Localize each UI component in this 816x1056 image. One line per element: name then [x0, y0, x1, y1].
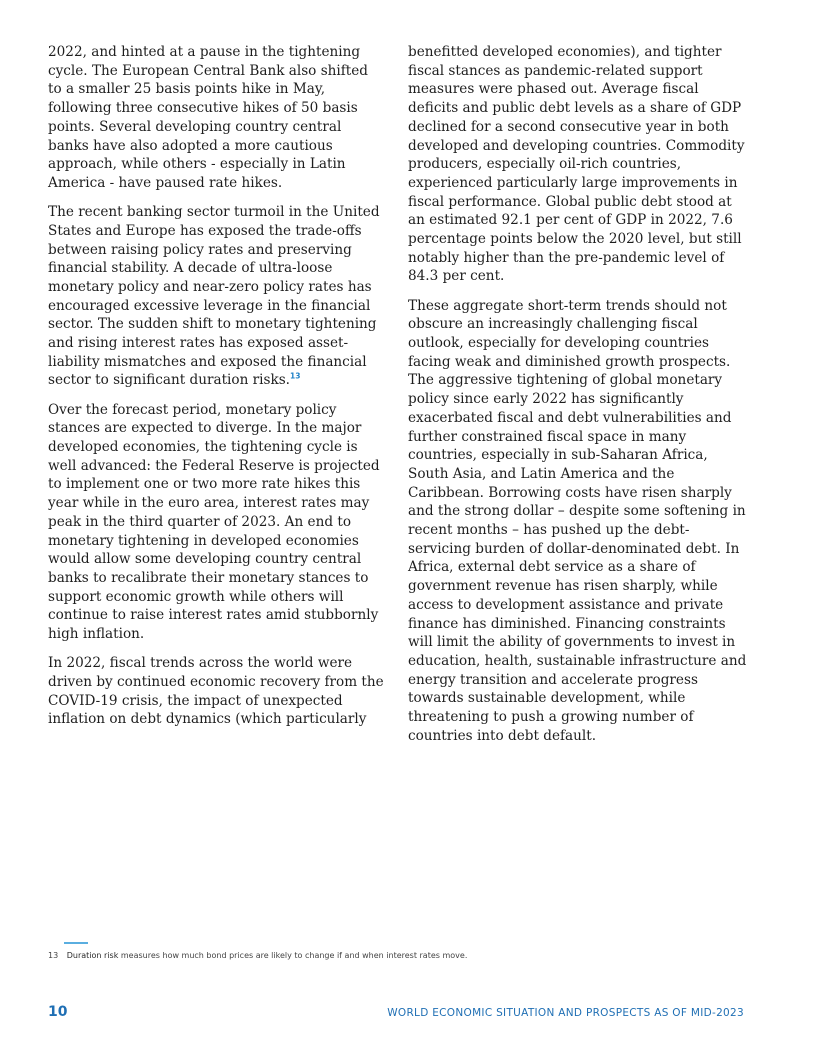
footnote-reference[interactable]: 13	[290, 371, 301, 381]
running-title: WORLD ECONOMIC SITUATION AND PROSPECTS AS OF MID-2023	[387, 1007, 744, 1019]
body-paragraph: 2022, and hinted at a pause in the tightening cycle. The European Central Bank also shifted to a smaller 25 basis points hike in May, following three consecutive hikes of 50 basis points. Several developing country central banks have also adopted a more cautious approach, while others - especially in Latin America - have paused rate hikes.	[48, 44, 369, 191]
body-paragraph	[48, 203, 384, 390]
left-column	[48, 43, 384, 740]
footnote-number: 13	[48, 951, 59, 960]
paragraph-text: The recent banking sector turmoil in the United States and Europe has exposed the trade-offs between raising policy rates and preserving financial stability. A decade of ultra-loose monetary policy and near-zero policy rates has encouraged excessive leverage in the financial sector. The sudden shift to monetary tightening and rising interest rates has exposed asset-liability mismatches and exposed the financial sector to significant duration risks.	[48, 204, 380, 389]
footnote-term: Duration risk	[66, 951, 119, 960]
right-column	[408, 43, 748, 756]
footnote-text: measures how much bond prices are likely to change if and when interest rates move.	[120, 951, 468, 960]
footnote	[48, 951, 467, 960]
body-paragraph: In 2022, fiscal trends across the world were driven by continued economic recovery from the COVID-19 crisis, the impact of unexpected inflation on debt dynamics (which particularly	[48, 655, 384, 728]
page-number: 10	[48, 1004, 68, 1020]
body-paragraph: These aggregate short-term trends should not obscure an increasingly challenging fiscal outlook, especially for developing countries facing weak and diminished growth prospects. The aggressive tightening of global monetary policy since early 2022 has significantly exacerbated fiscal and debt vulnerabilities and further constrained fiscal space in many countries, especially in sub-Saharan Africa, South Asia, and Latin America and the Caribbean. Borrowing costs have risen sharply and the strong dollar – despite some softening in recent months – has pushed up the debt-servicing burden of dollar-denominated debt. In Africa, external debt service as a share of government revenue has risen sharply, while access to development assistance and private finance has diminished. Financing constraints will limit the ability of governments to invest in education, health, sustainable infrastructure and energy transition and accelerate progress towards sustainable development, while threatening to push a growing number of countries into debt default.	[408, 297, 747, 744]
body-paragraph: Over the forecast period, monetary policy stances are expected to diverge. In the major developed economies, the tightening cycle is well advanced: the Federal Reserve is projected to implement one or two more rate hikes this year while in the euro area, interest rates may peak in the third quarter of 2023. An end to monetary tightening in developed economies would allow some developing country central banks to recalibrate their monetary stances to support economic growth while others will continue to raise interest rates amid stubbornly high inflation.	[48, 401, 380, 643]
footnote-divider	[64, 942, 88, 944]
body-paragraph: benefitted developed economies), and tighter fiscal stances as pandemic-related support measures were phased out. Average fiscal deficits and public debt levels as a share of GDP declined for a second consecutive year in both developed and developing countries. Commodity producers, especially oil-rich countries, experienced particularly large improvements in fiscal performance. Global public debt stood at an estimated 92.1 per cent of GDP in 2022, 7.6 percentage points below the 2020 level, but still notably higher than the pre-pandemic level of 84.3 per cent.	[408, 44, 745, 285]
